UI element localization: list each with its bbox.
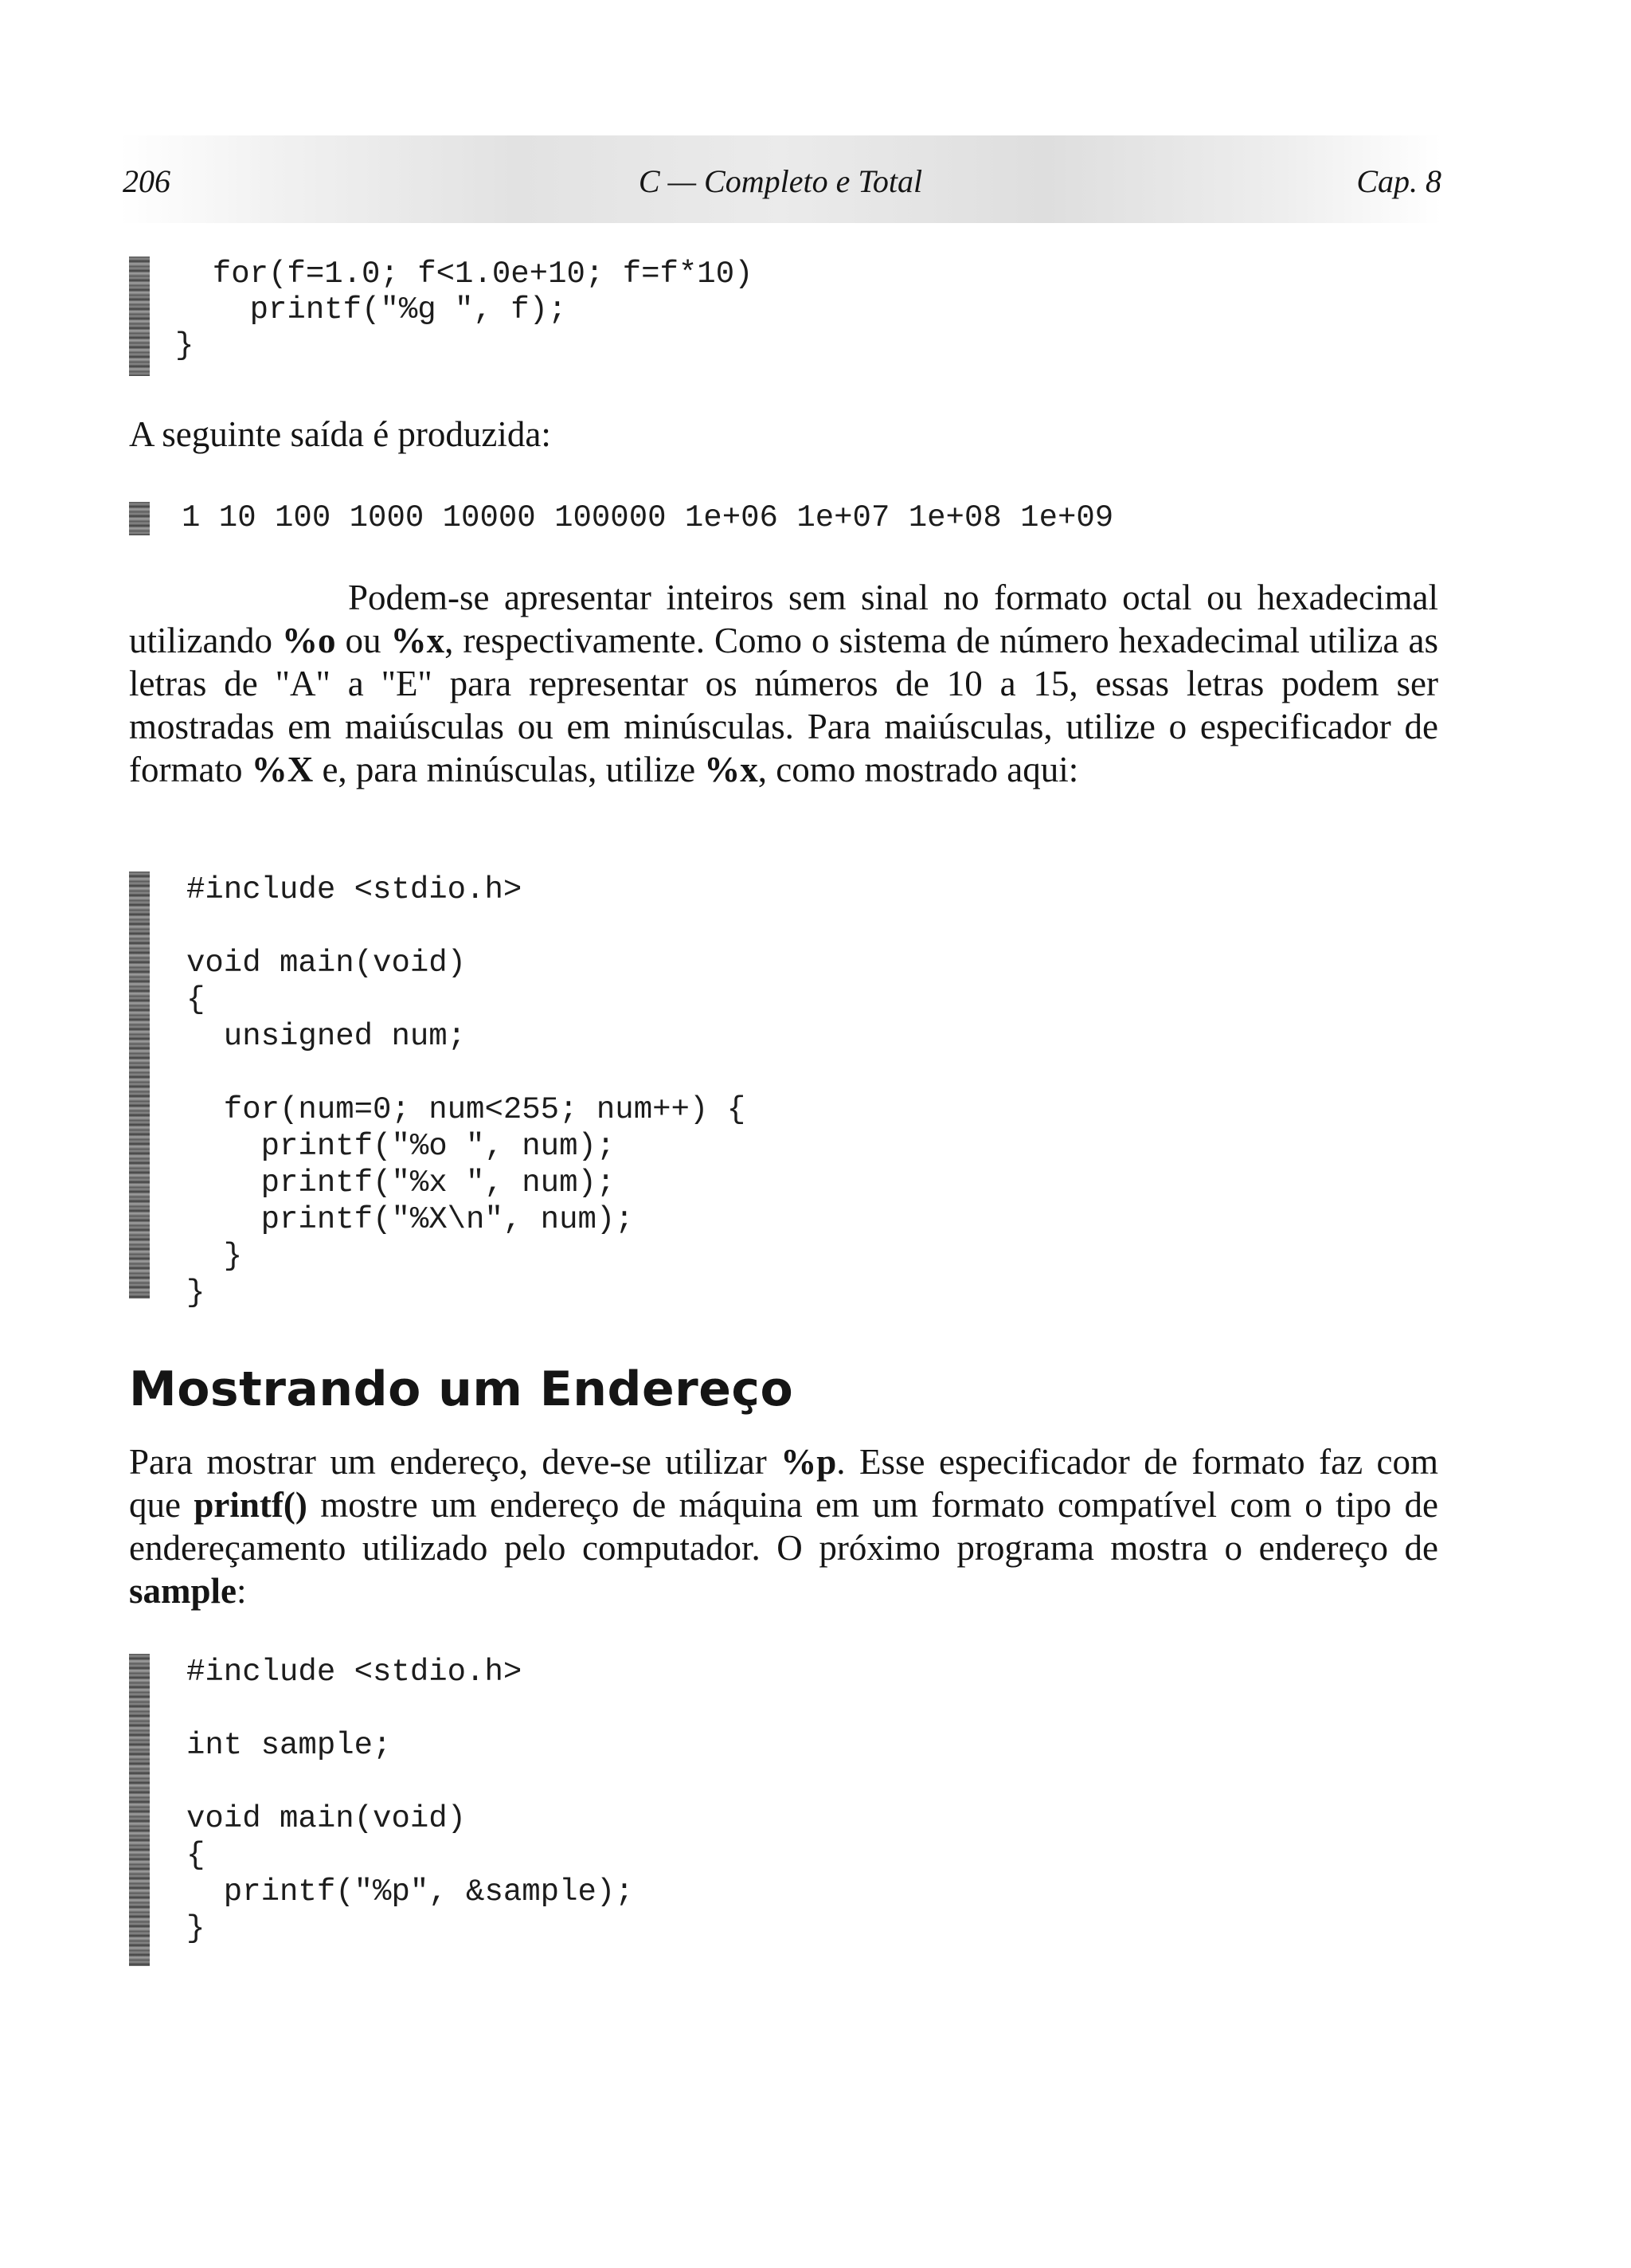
format-spec-x: %x [390,621,445,660]
chapter-label: Cap. 8 [1356,163,1441,199]
section-heading: Mostrando um Endereço [129,1361,794,1417]
format-spec-x-lower: %x [704,750,758,789]
page-number: 206 [123,163,170,199]
book-title: C — Completo e Total [638,163,923,199]
format-spec-o: %o [282,621,336,660]
output-margin-bar [129,502,150,535]
running-header [119,135,1441,223]
variable-name: sample [129,1571,237,1611]
code-block-octal-hex: #include <stdio.h> void main(void) { unsigned num; for(num=0; num<255; num++) { printf("%o ", num); printf("%x ", num); printf("%X\n", num); } } [186,872,746,1310]
paragraph-octal-hex: Podem-se apresentar inteiros sem sinal no formato octal ou hexadecimal utilizando %o ou %x, respectivamente. Como o sistema de número hexadecimal utiliza as letras de "A" a "E" para representar os números de 10 a 15, essas letras podem ser mostradas em maiúsculas ou em minúsculas. Para maiúsculas, utilize o especificador de formato %X e, para minúsculas, utilize %x, como mostrado aqui: [129,578,1438,789]
code-block-address: #include <stdio.h> int sample; void main(void) { printf("%p", &sample); } [186,1655,634,1946]
program-output: 1 10 100 1000 10000 100000 1e+06 1e+07 1e+08 1e+09 [182,500,1114,535]
code-block-loop-end: for(f=1.0; f<1.0e+10; f=f*10) printf("%g ", f); } [175,257,753,363]
code-margin-bar [129,872,150,1299]
intro-line: A seguinte saída é produzida: [129,414,551,454]
paragraph-address: Para mostrar um endereço, deve-se utilizar %p. Esse especificador de formato faz com que printf() mostre um endereço de máquina em um formato compatível com o tipo de endereçamento utilizado pelo computador. O próximo programa mostra o endereço de sample: [129,1442,1438,1611]
function-name: printf() [194,1485,307,1525]
code-margin-bar [129,1654,150,1966]
format-spec-p: %p [780,1442,837,1482]
code-margin-bar [129,257,150,376]
format-spec-upper-x: %X [251,750,314,789]
